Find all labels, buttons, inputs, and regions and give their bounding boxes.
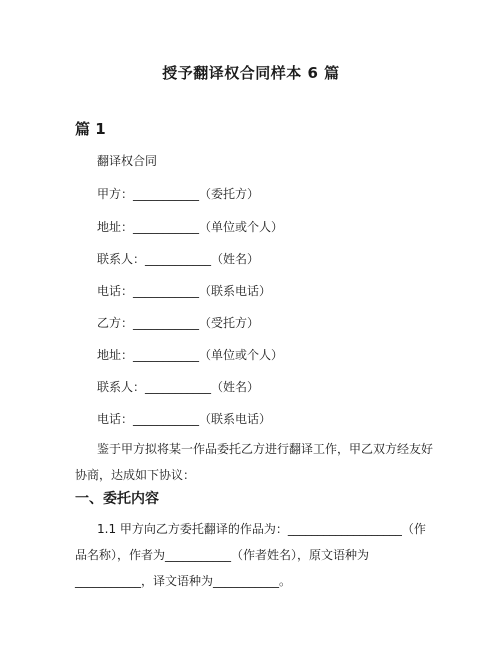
document-title: 授予翻译权合同样本 6 篇 (162, 64, 340, 82)
party-b-contact-line: 联系人：___________（姓名） (97, 380, 260, 394)
intro-paragraph: 鉴于甲方拟将某一作品委托乙方进行翻译工作，甲乙双方经友好协商，达成如下协议： (75, 442, 434, 482)
party-a-phone-line: 电话：___________（联系电话） (97, 284, 272, 298)
party-a-line: 甲方：___________（委托方） (97, 187, 260, 201)
party-a-contact-line: 联系人：___________（姓名） (97, 252, 260, 266)
section-heading-entrustment: 一、委托内容 (75, 491, 159, 507)
party-b-line: 乙方：___________（受托方） (97, 316, 260, 330)
contract-name-line: 翻译权合同 (97, 154, 158, 168)
clause-1-1-paragraph: 1.1 甲方向乙方委托翻译的作品为：___________________（作品名称），作者为___________（作者姓名），原文语种为___________，译文语种为___________。 (75, 522, 426, 588)
party-a-address-line: 地址：___________（单位或个人） (97, 220, 284, 234)
party-b-address-line: 地址：___________（单位或个人） (97, 348, 284, 362)
party-b-phone-line: 电话：___________（联系电话） (97, 412, 272, 426)
section-title: 篇 1 (75, 120, 106, 138)
